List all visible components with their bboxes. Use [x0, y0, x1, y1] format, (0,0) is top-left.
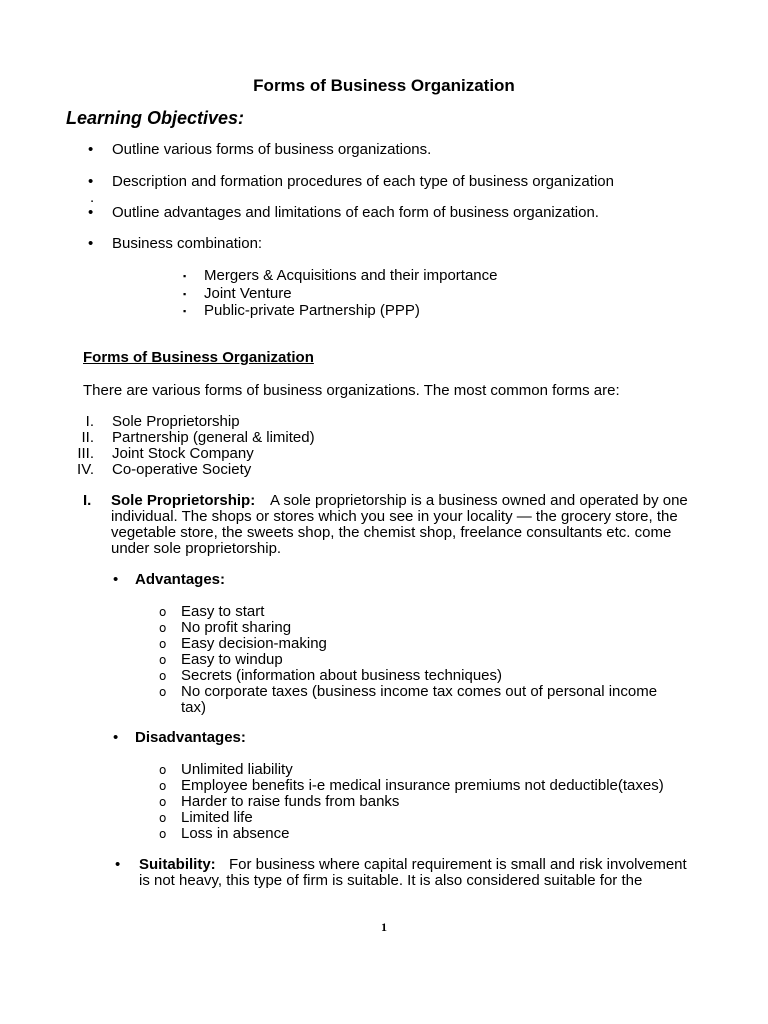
- square-bullet-icon: ▪: [183, 306, 187, 316]
- bullet-icon: •: [88, 204, 94, 221]
- paragraph-line: A sole proprietorship is a business owned and operated by one: [270, 492, 688, 509]
- circle-bullet-icon: o: [159, 605, 167, 619]
- suitability-heading: Suitability:: [139, 856, 216, 873]
- page-number: 1: [381, 920, 387, 934]
- circle-bullet-icon: o: [159, 795, 167, 809]
- combination-item: Mergers & Acquisitions and their importance: [204, 267, 498, 284]
- paragraph-line: is not heavy, this type of firm is suitable. It is also considered suitable for the: [139, 872, 643, 889]
- circle-bullet-icon: o: [159, 827, 167, 841]
- advantage-item: Easy decision-making: [181, 635, 327, 652]
- circle-bullet-icon: o: [159, 637, 167, 651]
- circle-bullet-icon: o: [159, 669, 167, 683]
- paragraph-line: vegetable store, the sweets shop, the chemist shop, freelance consultants etc. come: [111, 524, 672, 541]
- bullet-icon: •: [113, 729, 119, 746]
- disadvantage-item: Limited life: [181, 809, 253, 826]
- advantage-item-continuation: tax): [181, 699, 207, 716]
- disadvantages-heading: Disadvantages:: [135, 729, 246, 746]
- stray-dot: .: [90, 189, 95, 206]
- combination-item: Joint Venture: [204, 285, 292, 302]
- form-item: Joint Stock Company: [112, 445, 254, 462]
- form-item: Partnership (general & limited): [112, 429, 315, 446]
- circle-bullet-icon: o: [159, 621, 167, 635]
- objective-item: Description and formation procedures of each type of business organization: [112, 173, 614, 190]
- paragraph-line: individual. The shops or stores which you see in your locality — the grocery store, the: [111, 508, 678, 525]
- advantage-item: Easy to windup: [181, 651, 283, 668]
- advantages-heading: Advantages:: [135, 571, 226, 588]
- disadvantage-item: Unlimited liability: [181, 761, 293, 778]
- objective-item: Business combination:: [112, 235, 263, 252]
- paragraph-line: For business where capital requirement is small and risk involvement: [229, 856, 687, 873]
- objective-item: Outline various forms of business organizations.: [112, 141, 432, 158]
- circle-bullet-icon: o: [159, 811, 167, 825]
- section-number: I.: [83, 492, 92, 509]
- circle-bullet-icon: o: [159, 653, 167, 667]
- roman-numeral: IV.: [77, 461, 94, 478]
- circle-bullet-icon: o: [159, 685, 167, 699]
- objective-item: Outline advantages and limitations of each form of business organization.: [112, 204, 599, 221]
- sole-proprietorship-heading: Sole Proprietorship:: [111, 492, 256, 509]
- bullet-icon: •: [115, 856, 121, 873]
- roman-numeral: III.: [77, 445, 94, 462]
- disadvantage-item: Loss in absence: [181, 825, 290, 842]
- bullet-icon: •: [88, 141, 94, 158]
- form-item: Co-operative Society: [112, 461, 252, 478]
- bullet-icon: •: [88, 173, 94, 190]
- circle-bullet-icon: o: [159, 779, 167, 793]
- disadvantage-item: Harder to raise funds from banks: [181, 793, 400, 810]
- disadvantage-item: Employee benefits i-e medical insurance premiums not deductible(taxes): [181, 777, 664, 794]
- square-bullet-icon: ▪: [183, 289, 187, 299]
- page-title: Forms of Business Organization: [253, 76, 515, 95]
- roman-numeral: II.: [81, 429, 94, 446]
- square-bullet-icon: ▪: [183, 271, 187, 281]
- paragraph-line: under sole proprietorship.: [111, 540, 282, 557]
- advantage-item: Easy to start: [181, 603, 265, 620]
- roman-numeral: I.: [85, 413, 94, 430]
- bullet-icon: •: [88, 235, 94, 252]
- advantage-item: No corporate taxes (business income tax comes out of personal income: [181, 683, 658, 700]
- combination-item: Public-private Partnership (PPP): [204, 302, 420, 319]
- circle-bullet-icon: o: [159, 763, 167, 777]
- form-item: Sole Proprietorship: [112, 413, 240, 430]
- advantage-item: No profit sharing: [181, 619, 292, 636]
- intro-text: There are various forms of business organizations. The most common forms are:: [83, 382, 620, 399]
- advantage-item: Secrets (information about business techniques): [181, 667, 503, 684]
- section-heading: Forms of Business Organization: [83, 349, 314, 366]
- bullet-icon: •: [113, 571, 119, 588]
- learning-objectives-heading: Learning Objectives:: [66, 108, 245, 128]
